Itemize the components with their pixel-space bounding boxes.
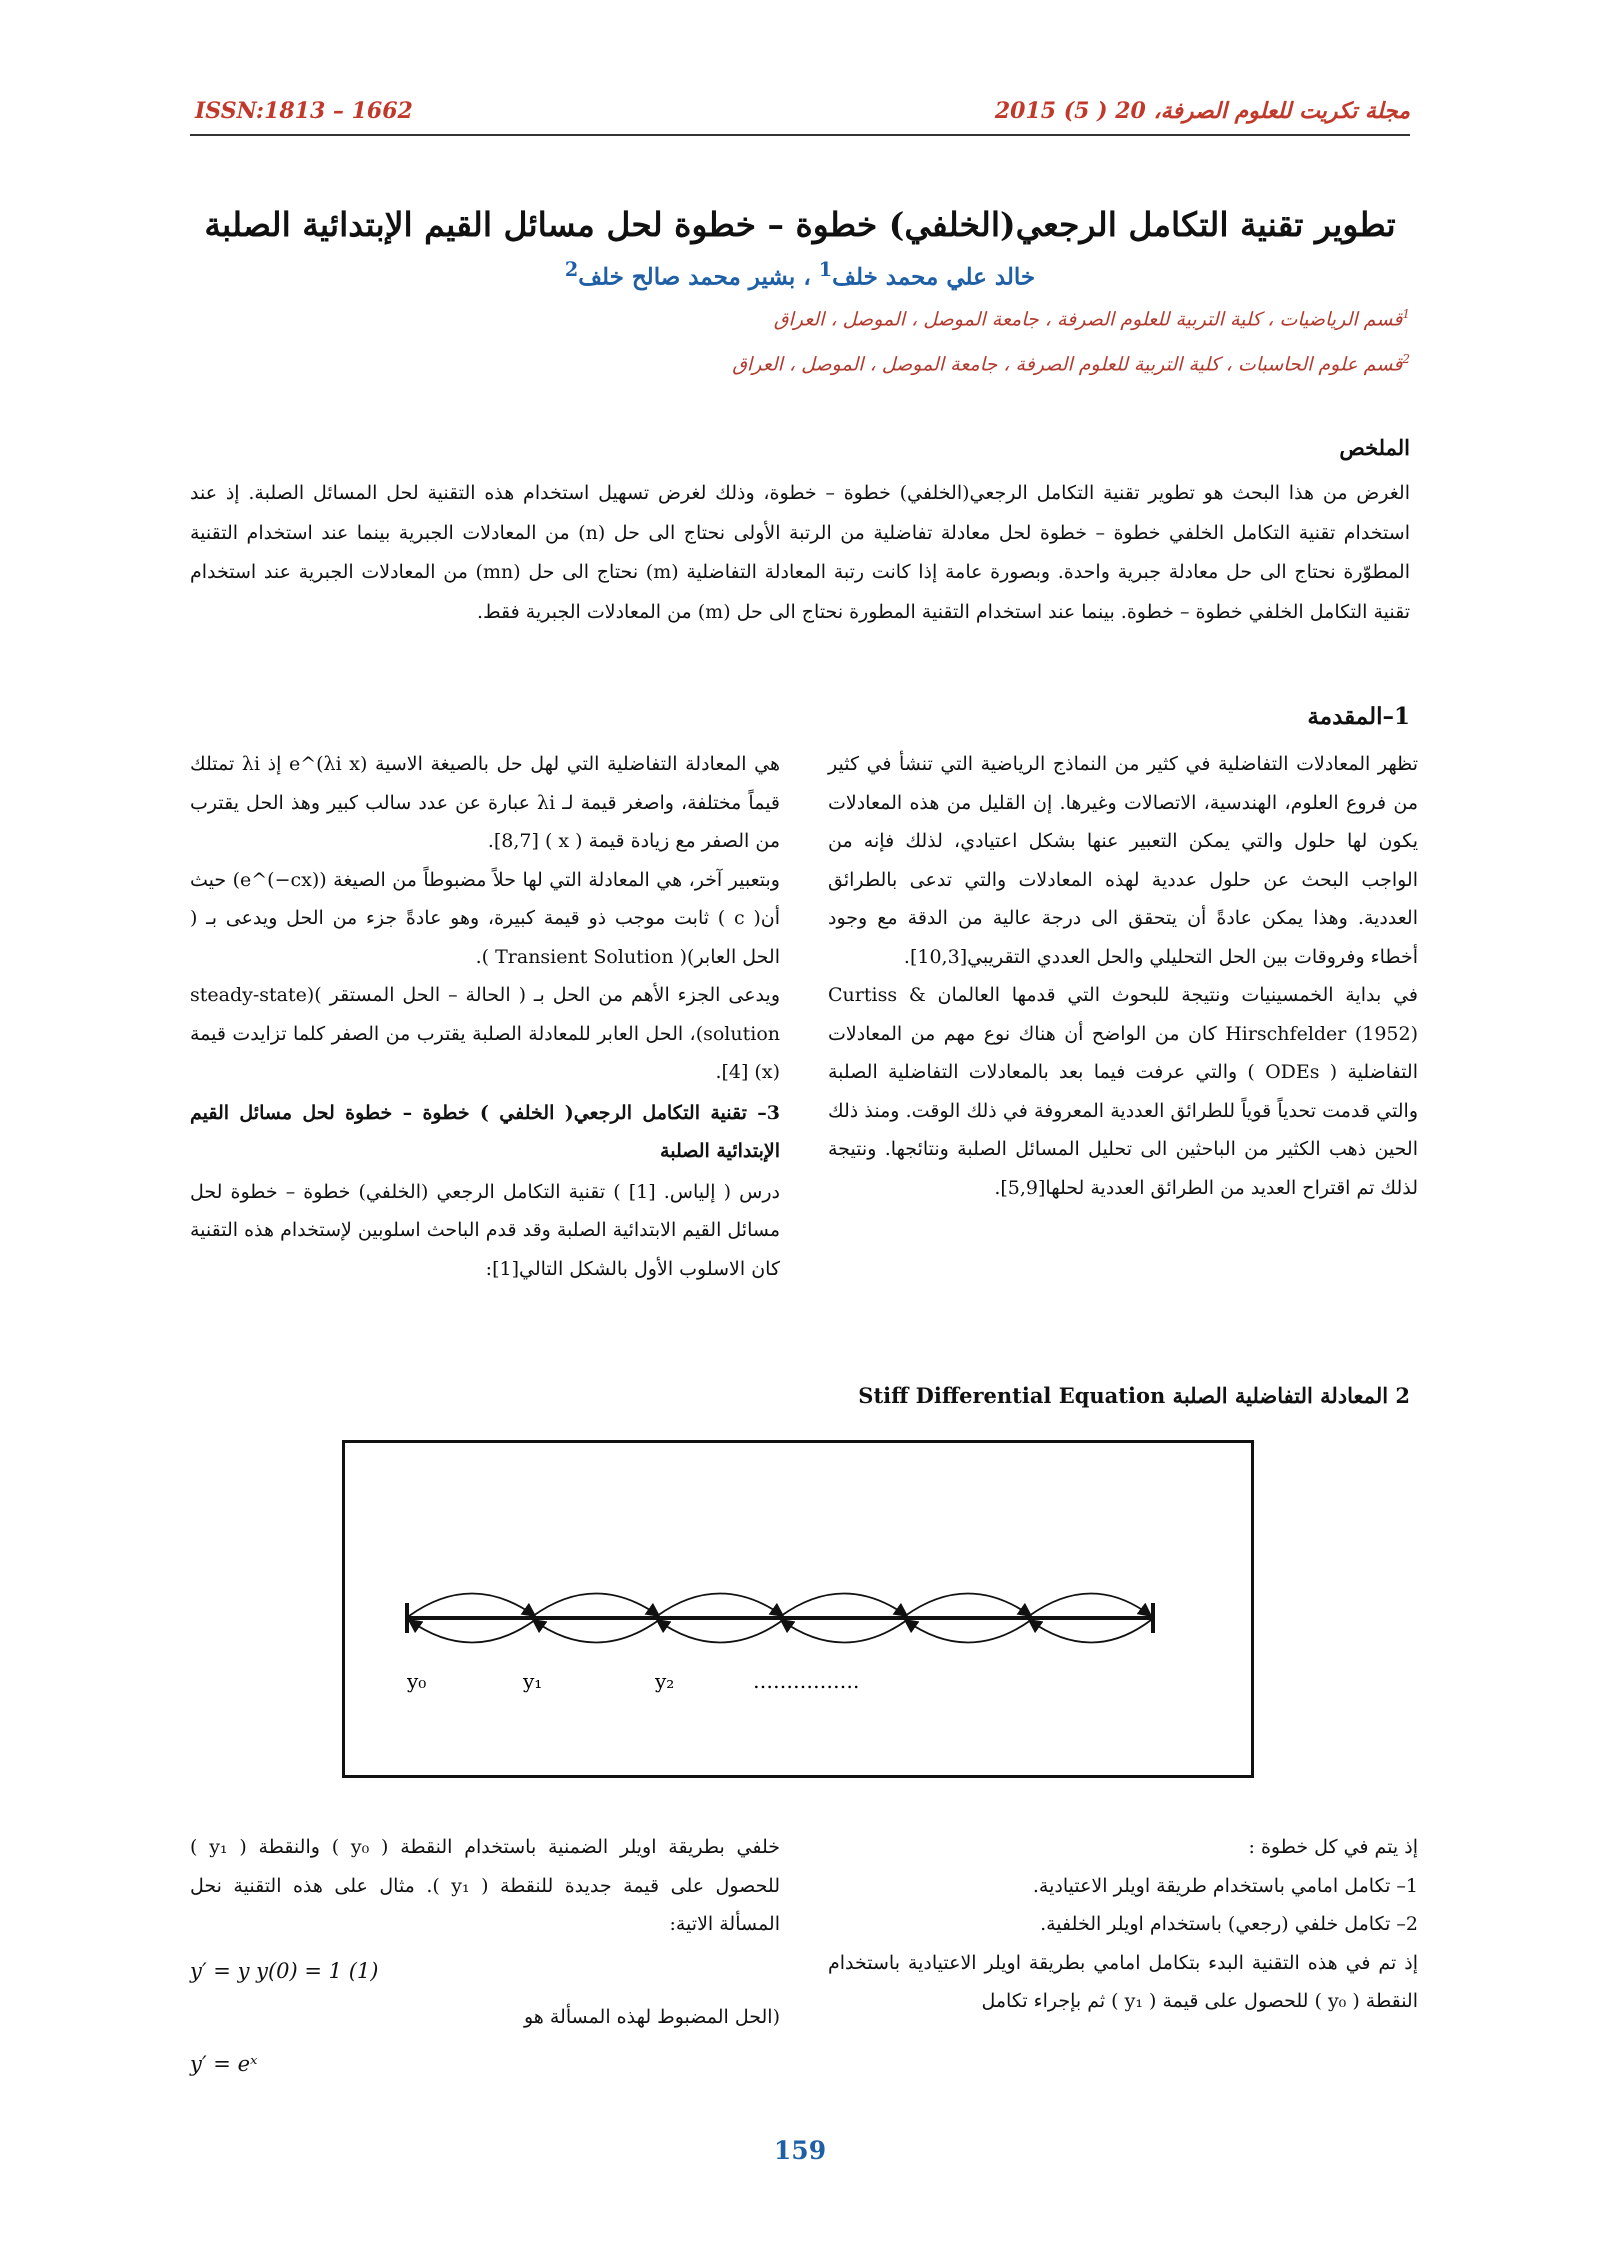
equation-1: y′ = y y(0) = 1 (1) [190,1958,379,1983]
right-column [828,745,1418,1207]
label-y2: y₂ [655,1669,675,1693]
journal-citation: مجلة تكريت للعلوم الصرفة، 20 ( 5) 2015 [994,98,1410,124]
authors: خالد علي محمد خلف$^1$ ، بشير محمد صالح خلف$^2$ [564,258,1036,291]
paragraph: في بداية الخمسينيات ونتيجة للبحوث التي قدمها العالمان Curtiss & Hirschfelder (1952) كان من الواضح أن هناك نوع مهم من المعادلات التفاضلية ( ODEs ) والتي عرفت فيما بعد بالمعادلات التفاضلية الصلبة والتي قدمت تحدياً قوياً للطرائق العددية المعروفة في ذلك الوقت. ومنذ ذلك الحين ذهب الكثير من الباحثين الى تحليل المسائل الصلبة ونتائجها. ونتيجة لذلك تم اقتراح العديد من الطرائق العددية لحلها[5,9]. [828,984,1418,1199]
paragraph: (الحل المضبوط لهذه المسألة هو [523,2006,780,2028]
label-y0: y₀ [407,1669,427,1693]
abstract-text: الغرض من هذا البحث هو تطوير تقنية التكامل الرجعي(الخلفي) خطوة – خطوة، وذلك لغرض تسهيل استخدام هذه التقنية لحل المسائل الصلبة. إذ عند استخدام تقنية التكامل الخلفي خطوة – خطوة لحل معادلة تفاضلية من الرتبة الأولى نحتاج الى حل (n) من المعادلات الجبرية بينما عند استخدام التقنية المطوّرة نحتاج الى حل معادلة جبرية واحدة. وبصورة عامة إذا كانت رتبة المعادلة التفاضلية (m) نحتاج الى حل (mn) من المعادلات الجبرية عند استخدام تقنية التكامل الخلفي خطوة – خطوة. بينما عند استخدام التقنية المطورة نحتاج الى حل (m) من المعادلات الجبرية فقط. [190,482,1410,623]
paragraph: درس ( إلياس. [1] ) تقنية التكامل الرجعي (الخلفي) خطوة – خطوة لحل مسائل القيم الابتدائية الصلبة وقد قدم الباحث اسلوبين لإستخدام هذه التقنية كان الاسلوب الأول بالشكل التالي[1]: [189,1180,780,1280]
step-integration-diagram [345,1443,1251,1775]
author-1: خالد علي محمد خلف [832,263,1036,291]
label-y1: y₁ [523,1669,543,1693]
paragraph: خلفي بطريقة اويلر الضمنية باستخدام النقطة ( y₀ ) والنقطة ( y₁ ) للحصول على قيمة جديدة للنقطة ( y₁ ). مثال على هذه التقنية نحل المسألة الاتية: [190,1836,781,1935]
paper-title: تطوير تقنية التكامل الرجعي(الخلفي) خطوة – خطوة لحل مسائل القيم الإبتدائية الصلبة [204,205,1396,244]
issn: ISSN:1813 – 1662 [195,98,413,124]
paragraph: إذ يتم في كل خطوة : [1248,1836,1418,1858]
paragraph: ويدعى الجزء الأهم من الحل بـ ( الحالة – الحل المستقر )(steady-state solution)، الحل العابر للمعادلة الصلبة يقترب من الصفر كلما تزايدت قيمة (x) [4]. [190,984,780,1083]
paragraph: تظهر المعادلات التفاضلية في كثير من النماذج الرياضية التي تنشأ في كثير من فروع العلوم، الهندسية، الاتصالات وغيرها. إن القليل من هذه المعادلات يكون لها حلول والتي يمكن التعبير عنها بشكل اعتيادي، لذلك فإنه من الواجب البحث عن حلول عددية لهذه المعادلات والتي تدعى بالطرائق العددية. وهذا يمكن عادةً أن يتحقق الى درجة عالية من الدقة مع وجود أخطاء وفروقات بين الحل التحليلي والحل العددي التقريبي[10,3]. [828,753,1418,968]
bottom-right-column [828,1828,1418,2021]
paragraph: إذ تم في هذه التقنية البدء بتكامل امامي بطريقة اويلر الاعتيادية باستخدام النقطة ( y₀ ) للحصول على قيمة ( y₁ ) ثم بإجراء تكامل [828,1951,1418,2012]
paragraph: هي المعادلة التفاضلية التي لهل حل بالصيغة الاسية e^(λi x) إذ λi تمتلك قيماً مختلفة، واصغر قيمة لـ λi عبارة عن عدد سالب كبير وهذ الحل يقترب من الصفر مع زيادة قيمة ( x ) [8,7]. [190,753,781,852]
forward-arcs [409,1594,1151,1617]
abstract-heading: الملخص [1339,435,1410,460]
paragraph: وبتعبير آخر، هي المعادلة التي لها حلاً مضبوطاً من الصيغة (e^(−cx)) حيث أن( c ) ثابت موجب ذو قيمة كبيرة، وهو عادةً جزء من الحل ويدعى بـ ( الحل العابر)( Transient Solution ). [190,868,781,968]
bottom-left-column [190,1828,780,2091]
section-1-heading: 1–المقدمة [1307,703,1410,730]
left-column [190,745,780,1288]
page-number: 159 [773,2136,827,2165]
figure-box [342,1440,1254,1778]
header-rule [190,134,1410,136]
section-3-heading: 3– تقنية التكامل الرجعي( الخلفي ) خطوة – خطوة لحل مسائل القيم الإبتدائية الصلبة [190,1101,780,1162]
affiliation-2: $^2$قسم علوم الحاسبات ، كلية التربية للعلوم الصرفة ، جامعة الموصل ، الموصل ، العراق [732,352,1410,376]
list-item: 1– تكامل امامي باستخدام طريقة اويلر الاعتيادية. [1032,1874,1418,1897]
backward-arcs [409,1620,1151,1643]
label-ellipsis: ……………. [753,1669,860,1693]
section-2-heading: 2 المعادلة التفاضلية الصلبة Stiff Differential Equation [858,1383,1410,1408]
equation-2: y′ = eˣ [190,2051,258,2076]
author-2: بشير محمد صالح خلف [578,263,796,291]
list-item: 2– تكامل خلفي (رجعي) باستخدام اويلر الخلفية. [1040,1913,1418,1935]
affiliation-1: $^1$قسم الرياضيات ، كلية التربية للعلوم الصرفة ، جامعة الموصل ، الموصل ، العراق [773,307,1410,331]
